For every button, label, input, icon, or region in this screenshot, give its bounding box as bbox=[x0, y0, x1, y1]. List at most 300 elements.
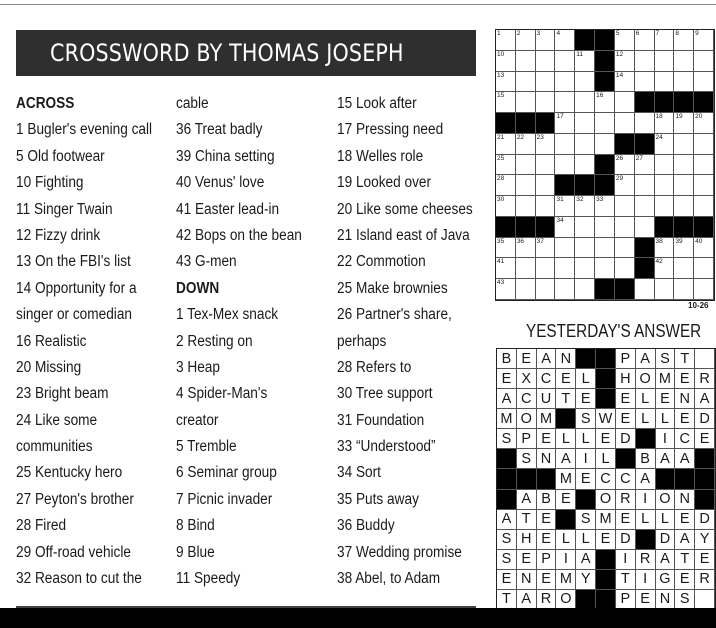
grid-square bbox=[555, 258, 575, 279]
grid-square bbox=[555, 238, 575, 259]
grid-square bbox=[496, 279, 516, 300]
grid-square bbox=[536, 258, 556, 279]
grid-square bbox=[555, 30, 575, 51]
clue-line: 39 China setting bbox=[176, 147, 275, 165]
answer-square: E bbox=[675, 510, 695, 530]
black-square bbox=[576, 349, 596, 369]
grid-square bbox=[655, 238, 675, 259]
clue-number: 14 bbox=[615, 71, 624, 79]
black-square bbox=[656, 469, 676, 489]
answer-square: D bbox=[656, 530, 676, 550]
answer-square: C bbox=[537, 369, 557, 389]
grid-square bbox=[496, 51, 516, 72]
answer-square: E bbox=[556, 490, 576, 510]
answer-square: E bbox=[656, 389, 676, 409]
grid-square bbox=[536, 134, 556, 155]
clue-line: 35 Puts away bbox=[337, 490, 419, 508]
grid-square bbox=[496, 134, 516, 155]
black-square bbox=[556, 510, 576, 530]
grid-square bbox=[615, 175, 635, 196]
answer-square: M bbox=[596, 510, 616, 530]
clue-line: 25 Make brownies bbox=[337, 279, 448, 297]
clue-line: 15 Look after bbox=[337, 95, 417, 112]
answer-square: W bbox=[596, 409, 616, 429]
grid-square bbox=[575, 92, 595, 113]
answer-square: E bbox=[596, 530, 616, 550]
clue-line: 23 Bright beam bbox=[16, 385, 109, 403]
answer-square: I bbox=[616, 550, 636, 570]
answer-square: T bbox=[675, 550, 695, 570]
black-square bbox=[496, 217, 516, 238]
grid-square bbox=[694, 196, 714, 217]
answer-square: D bbox=[616, 429, 636, 449]
grid-square bbox=[496, 155, 516, 176]
black-square bbox=[636, 429, 656, 449]
grid-square bbox=[595, 113, 615, 134]
clue-line: 28 Fired bbox=[16, 517, 67, 535]
grid-square bbox=[555, 279, 575, 300]
grid-square bbox=[694, 155, 714, 176]
black-square bbox=[636, 530, 656, 550]
grid-square bbox=[694, 30, 714, 51]
black-square bbox=[635, 258, 655, 279]
answer-square: L bbox=[636, 409, 656, 429]
grid-square bbox=[655, 113, 675, 134]
grid-square bbox=[536, 238, 556, 259]
grid-square bbox=[655, 30, 675, 51]
answer-square: P bbox=[517, 429, 537, 449]
clue-number: 28 bbox=[497, 175, 505, 183]
grid-square bbox=[694, 113, 714, 134]
clue-line: 36 Buddy bbox=[337, 517, 395, 535]
answer-square: A bbox=[636, 349, 656, 369]
answer-square: S bbox=[497, 530, 517, 550]
answer-square: R bbox=[695, 369, 715, 389]
answer-square: O bbox=[596, 490, 616, 510]
answer-square: S bbox=[497, 429, 517, 449]
black-square bbox=[596, 389, 616, 409]
grid-square bbox=[694, 72, 714, 93]
answer-square: I bbox=[576, 449, 596, 469]
grid-square bbox=[536, 279, 556, 300]
clue-number: 20 bbox=[695, 113, 703, 121]
clue-line: 11 Singer Twain bbox=[16, 200, 113, 218]
clue-number: 7 bbox=[655, 30, 660, 37]
clue-number: 31 bbox=[556, 196, 564, 204]
grid-square bbox=[655, 196, 675, 217]
answer-square: A bbox=[497, 510, 517, 530]
grid-square bbox=[674, 72, 694, 93]
answer-square: T bbox=[517, 510, 537, 530]
clue-line: perhaps bbox=[337, 332, 387, 350]
clue-line: 26 Partner's share, bbox=[337, 306, 452, 324]
clues-column-2 bbox=[176, 91, 319, 592]
clue-number: 36 bbox=[516, 237, 525, 245]
clue-line: 33 “Understood” bbox=[337, 438, 436, 456]
grid-square bbox=[674, 258, 694, 279]
grid-square bbox=[674, 113, 694, 134]
clue-line: 20 Like some cheeses bbox=[337, 200, 473, 218]
clue-line: 37 Wedding promise bbox=[337, 543, 462, 561]
grid-square bbox=[516, 92, 536, 113]
clue-line: 18 Welles role bbox=[337, 147, 424, 165]
answer-square bbox=[695, 349, 715, 369]
grid-square bbox=[516, 175, 536, 196]
clue-line: 1 Bugler's evening call bbox=[16, 121, 153, 139]
clue-line: 28 Refers to bbox=[337, 358, 412, 376]
answer-square: N bbox=[537, 449, 557, 469]
grid-square bbox=[635, 279, 655, 300]
grid-square bbox=[516, 30, 536, 51]
clue-line: 1 Tex-Mex snack bbox=[176, 306, 279, 324]
answer-square: E bbox=[497, 570, 517, 590]
clue-number: 5 bbox=[615, 30, 620, 37]
answer-square: O bbox=[556, 590, 576, 610]
grid-square bbox=[615, 72, 635, 93]
grid-square bbox=[496, 72, 516, 93]
grid-square bbox=[575, 238, 595, 259]
black-square bbox=[497, 469, 517, 489]
clue-line: 2 Resting on bbox=[176, 332, 253, 350]
clue-number: 1 bbox=[497, 30, 501, 37]
answer-square: E bbox=[497, 369, 517, 389]
black-square bbox=[496, 113, 516, 134]
grid-square bbox=[536, 175, 556, 196]
grid-square bbox=[674, 30, 694, 51]
grid-square bbox=[536, 30, 556, 51]
clue-number: 39 bbox=[675, 237, 683, 245]
grid-square bbox=[615, 113, 635, 134]
grid-square bbox=[555, 196, 575, 217]
answer-square: L bbox=[656, 409, 676, 429]
grid-square bbox=[536, 51, 556, 72]
clue-number: 25 bbox=[497, 154, 505, 162]
black-square bbox=[555, 175, 575, 196]
answer-square: P bbox=[616, 349, 636, 369]
grid-square bbox=[575, 196, 595, 217]
clue-line: 27 Peyton's brother bbox=[16, 490, 134, 508]
grid-square bbox=[516, 238, 536, 259]
clue-line: 40 Venus' love bbox=[176, 174, 265, 192]
answer-square: E bbox=[576, 469, 596, 489]
answer-square: Y bbox=[695, 530, 715, 550]
clue-number: 22 bbox=[516, 133, 525, 141]
grid-square bbox=[655, 155, 675, 176]
black-square bbox=[635, 238, 655, 259]
clue-number: 35 bbox=[497, 237, 505, 245]
clue-line: 13 On the FBI's list bbox=[16, 253, 131, 271]
answer-square: M bbox=[497, 409, 517, 429]
grid-square bbox=[536, 155, 556, 176]
grid-square bbox=[615, 92, 635, 113]
black-square bbox=[595, 72, 615, 93]
grid-square bbox=[655, 279, 675, 300]
answer-square: S bbox=[576, 409, 596, 429]
answer-square: G bbox=[656, 570, 676, 590]
clue-number: 9 bbox=[695, 30, 699, 37]
answer-square: B bbox=[497, 349, 517, 369]
black-square bbox=[536, 217, 556, 238]
grid-square bbox=[595, 258, 615, 279]
answer-square: N bbox=[675, 490, 695, 510]
black-square bbox=[576, 590, 596, 610]
answer-square: E bbox=[616, 389, 636, 409]
clue-number: 17 bbox=[556, 113, 564, 121]
black-square bbox=[536, 113, 556, 134]
clue-line: 24 Like some bbox=[16, 411, 98, 429]
answer-square: M bbox=[556, 469, 576, 489]
clues-column-1 bbox=[16, 91, 171, 592]
clue-line: 14 Opportunity for a bbox=[16, 279, 137, 297]
answer-square: E bbox=[517, 349, 537, 369]
answer-square: D bbox=[616, 530, 636, 550]
grid-square bbox=[496, 175, 516, 196]
clue-number: 37 bbox=[536, 237, 544, 245]
grid-square bbox=[615, 217, 635, 238]
grid-square bbox=[555, 134, 575, 155]
grid-square bbox=[615, 51, 635, 72]
grid-square bbox=[496, 238, 516, 259]
answer-square: O bbox=[656, 490, 676, 510]
answer-square: E bbox=[675, 570, 695, 590]
black-square bbox=[695, 449, 715, 469]
answer-square: A bbox=[636, 469, 656, 489]
clue-number: 16 bbox=[596, 92, 604, 100]
clue-number: 8 bbox=[675, 30, 679, 37]
grid-square bbox=[655, 134, 675, 155]
clue-number: 42 bbox=[655, 258, 663, 266]
answer-square: S bbox=[576, 510, 596, 530]
answer-square: B bbox=[537, 490, 557, 510]
grid-square bbox=[516, 279, 536, 300]
clue-line: 29 Off-road vehicle bbox=[16, 543, 132, 561]
grid-square bbox=[635, 196, 655, 217]
clue-number: 34 bbox=[556, 216, 564, 224]
grid-square bbox=[516, 72, 536, 93]
grid-square bbox=[575, 258, 595, 279]
black-square bbox=[516, 217, 536, 238]
clue-line: 3 Heap bbox=[176, 358, 220, 376]
clue-line: singer or comedian bbox=[16, 306, 133, 324]
clue-number: 13 bbox=[497, 71, 505, 79]
grid-square bbox=[496, 92, 516, 113]
clue-number: 3 bbox=[536, 30, 541, 37]
clue-line: 16 Realistic bbox=[16, 332, 87, 350]
black-square bbox=[655, 92, 675, 113]
grid-square bbox=[635, 217, 655, 238]
grid-square bbox=[674, 51, 694, 72]
answer-square: L bbox=[656, 510, 676, 530]
date-code: 10-26 bbox=[688, 301, 709, 310]
answer-square: T bbox=[675, 349, 695, 369]
answer-square: E bbox=[695, 429, 715, 449]
clue-line: 32 Reason to cut the bbox=[16, 570, 142, 588]
clue-line: 41 Easter lead-in bbox=[176, 200, 280, 218]
answer-square: E bbox=[636, 590, 656, 610]
black-square bbox=[556, 409, 576, 429]
grid-square bbox=[555, 155, 575, 176]
clue-number: 26 bbox=[615, 154, 624, 162]
answer-square: I bbox=[556, 550, 576, 570]
grid-square bbox=[674, 175, 694, 196]
black-square bbox=[694, 217, 714, 238]
answer-square: C bbox=[675, 429, 695, 449]
answer-square: R bbox=[695, 570, 715, 590]
answer-square: L bbox=[556, 530, 576, 550]
black-square bbox=[615, 279, 635, 300]
grid-square bbox=[655, 175, 675, 196]
answer-square: E bbox=[537, 510, 557, 530]
answer-square: I bbox=[636, 490, 656, 510]
clue-line: 21 Island east of Java bbox=[337, 226, 470, 244]
black-square bbox=[695, 469, 715, 489]
bottom-bar bbox=[0, 608, 716, 628]
answer-square: L bbox=[596, 449, 616, 469]
answer-square: N bbox=[556, 349, 576, 369]
clue-line: 31 Foundation bbox=[337, 411, 425, 429]
black-square bbox=[694, 92, 714, 113]
grid-square bbox=[694, 175, 714, 196]
clue-line: 43 G-men bbox=[176, 253, 237, 271]
top-rule bbox=[0, 4, 716, 5]
clue-line: 17 Pressing need bbox=[337, 121, 444, 139]
yesterdays-answer-title: YESTERDAY'S ANSWER bbox=[526, 321, 702, 341]
clue-line: 34 Sort bbox=[337, 464, 381, 482]
answer-square: L bbox=[576, 530, 596, 550]
grid-square bbox=[615, 155, 635, 176]
answer-square: E bbox=[537, 530, 557, 550]
clue-line: 30 Tree support bbox=[337, 385, 433, 403]
answer-square: S bbox=[656, 349, 676, 369]
grid-square bbox=[635, 30, 655, 51]
black-square bbox=[497, 490, 517, 510]
answer-square: E bbox=[537, 570, 557, 590]
black-square bbox=[615, 134, 635, 155]
grid-square bbox=[575, 155, 595, 176]
clue-number: 40 bbox=[695, 237, 703, 245]
answer-square: A bbox=[517, 490, 537, 510]
black-square bbox=[635, 134, 655, 155]
clue-number: 30 bbox=[497, 196, 505, 204]
answer-square: U bbox=[537, 389, 557, 409]
grid-square bbox=[516, 51, 536, 72]
answer-square: E bbox=[675, 409, 695, 429]
clue-number: 6 bbox=[635, 30, 640, 37]
grid-square bbox=[694, 279, 714, 300]
clue-number: 41 bbox=[497, 258, 505, 266]
answer-square: A bbox=[675, 449, 695, 469]
answer-square: X bbox=[517, 369, 537, 389]
answer-square: N bbox=[517, 570, 537, 590]
black-square bbox=[695, 490, 715, 510]
grid-square bbox=[575, 217, 595, 238]
grid-square bbox=[635, 155, 655, 176]
answer-square: A bbox=[537, 349, 557, 369]
clue-line: 8 Bind bbox=[176, 517, 215, 535]
clue-line: 22 Commotion bbox=[337, 253, 426, 271]
answer-square: R bbox=[636, 550, 656, 570]
crossword-grid bbox=[495, 29, 715, 301]
clue-line: creator bbox=[176, 411, 219, 429]
answer-square: E bbox=[695, 550, 715, 570]
grid-square bbox=[575, 72, 595, 93]
answer-square: N bbox=[675, 389, 695, 409]
clue-number: 38 bbox=[655, 237, 663, 245]
grid-square bbox=[635, 72, 655, 93]
answer-square: D bbox=[695, 409, 715, 429]
grid-square bbox=[615, 238, 635, 259]
answer-square: A bbox=[656, 550, 676, 570]
answer-square: R bbox=[537, 590, 557, 610]
grid-square bbox=[595, 238, 615, 259]
clue-number: 11 bbox=[576, 50, 584, 58]
black-square bbox=[595, 279, 615, 300]
answer-square: T bbox=[556, 389, 576, 409]
answer-square: O bbox=[517, 409, 537, 429]
clue-number: 43 bbox=[497, 279, 505, 287]
clue-number: 19 bbox=[675, 113, 683, 121]
grid-square bbox=[655, 258, 675, 279]
answer-square: R bbox=[616, 490, 636, 510]
clue-line: 11 Speedy bbox=[176, 570, 241, 588]
answer-square: E bbox=[537, 429, 557, 449]
clue-number: 23 bbox=[536, 133, 544, 141]
grid-square bbox=[655, 51, 675, 72]
black-square bbox=[596, 369, 616, 389]
answer-square: B bbox=[636, 449, 656, 469]
black-square bbox=[575, 30, 595, 51]
clue-heading: DOWN bbox=[176, 279, 220, 297]
answer-square: M bbox=[656, 369, 676, 389]
clue-number: 32 bbox=[576, 196, 584, 204]
black-square bbox=[596, 570, 616, 590]
black-square bbox=[596, 550, 616, 570]
clue-number: 33 bbox=[596, 196, 604, 204]
grid-square bbox=[674, 196, 694, 217]
answer-square: E bbox=[616, 409, 636, 429]
grid-square bbox=[635, 175, 655, 196]
grid-square bbox=[555, 51, 575, 72]
black-square bbox=[596, 590, 616, 610]
black-square bbox=[537, 469, 557, 489]
answer-square: S bbox=[497, 550, 517, 570]
grid-square bbox=[615, 196, 635, 217]
grid-square bbox=[635, 113, 655, 134]
answer-square: P bbox=[537, 550, 557, 570]
clue-number: 4 bbox=[556, 30, 561, 37]
answer-square: A bbox=[517, 590, 537, 610]
answer-square: L bbox=[636, 510, 656, 530]
answer-square: S bbox=[517, 449, 537, 469]
grid-square bbox=[674, 155, 694, 176]
answer-square: N bbox=[656, 590, 676, 610]
grid-square bbox=[516, 196, 536, 217]
clue-line: 20 Missing bbox=[16, 358, 82, 376]
answer-square: A bbox=[576, 550, 596, 570]
grid-square bbox=[655, 72, 675, 93]
answer-square: E bbox=[616, 510, 636, 530]
answer-square: O bbox=[636, 369, 656, 389]
grid-square bbox=[536, 92, 556, 113]
grid-square bbox=[694, 134, 714, 155]
grid-square bbox=[575, 134, 595, 155]
answer-square: E bbox=[596, 429, 616, 449]
grid-square bbox=[536, 72, 556, 93]
grid-square bbox=[575, 279, 595, 300]
grid-square bbox=[555, 217, 575, 238]
grid-square bbox=[496, 30, 516, 51]
clue-line: 42 Bops on the bean bbox=[176, 226, 302, 244]
